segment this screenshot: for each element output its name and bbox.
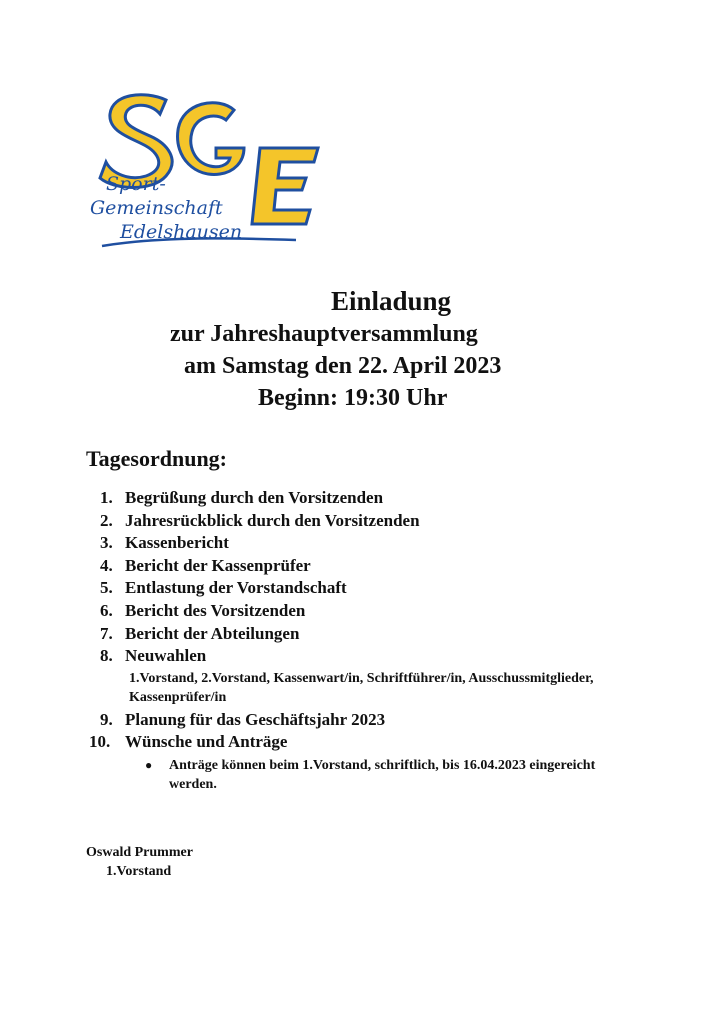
agenda-item-number: 5. xyxy=(100,578,113,598)
agenda-item-text: Planung für das Geschäftsjahr 2023 xyxy=(125,709,386,729)
agenda-item-number: 8. xyxy=(100,646,113,666)
bullet-icon: ● xyxy=(145,757,153,772)
invitation-title: Einladung xyxy=(330,286,452,316)
agenda-item-text: Entlastung der Vorstandschaft xyxy=(125,578,347,598)
agenda-item-number: 10. xyxy=(89,732,111,752)
logo-letter-e xyxy=(252,148,318,224)
meeting-name: zur Jahreshauptversammlung xyxy=(170,321,478,347)
agenda-item xyxy=(86,577,646,600)
meeting-start-time: Beginn: 19:30 Uhr xyxy=(258,385,448,411)
election-positions-note: 1.Vorstand, 2.Vorstand, Kassenwart/in, Schriftführer/in, Ausschussmitglieder, Kassenprüfer/in xyxy=(129,670,594,705)
agenda-item-text: Wünsche und Anträge xyxy=(125,732,288,752)
agenda-item-number: 6. xyxy=(100,600,113,620)
agenda-item xyxy=(86,510,646,533)
motions-deadline-note xyxy=(125,756,609,794)
agenda-item-text: Begrüßung durch den Vorsitzenden xyxy=(125,488,384,507)
logo-text-edelshausen: Edelshausen xyxy=(120,221,243,243)
agenda-item-number: 9. xyxy=(100,709,113,729)
logo-text-gemeinschaft: Gemeinschaft xyxy=(90,197,223,219)
agenda-item xyxy=(86,645,646,707)
agenda-item xyxy=(86,532,646,555)
agenda-item-number: 4. xyxy=(100,555,113,575)
agenda-item-text: Kassenbericht xyxy=(125,533,229,553)
logo-letter-g xyxy=(178,103,244,175)
meeting-date: am Samstag den 22. April 2023 xyxy=(184,353,502,379)
agenda-item-text: Bericht des Vorsitzenden xyxy=(125,600,306,620)
club-logo xyxy=(84,86,324,252)
agenda-item xyxy=(86,623,646,646)
agenda-list xyxy=(86,487,646,794)
agenda-item-number: 2. xyxy=(100,510,113,530)
agenda-item xyxy=(86,731,646,794)
agenda-item xyxy=(86,709,646,732)
agenda-item xyxy=(86,487,646,510)
agenda-item xyxy=(86,600,646,623)
agenda-item-text: Bericht der Abteilungen xyxy=(125,623,300,643)
agenda-item-text: Neuwahlen xyxy=(125,646,207,666)
agenda-heading: Tagesordnung: xyxy=(86,446,228,471)
agenda-item xyxy=(86,555,646,578)
signer-name: Oswald Prummer xyxy=(86,845,193,860)
signer-role: 1.Vorstand xyxy=(106,864,172,879)
motions-deadline-text: Anträge können beim 1.Vorstand, schriftlich, bis 16.04.2023 eingereicht werden. xyxy=(169,757,596,792)
logo-graphic xyxy=(84,86,324,252)
agenda-item-number: 7. xyxy=(100,623,113,643)
agenda-item-text: Jahresrückblick durch den Vorsitzenden xyxy=(125,510,420,530)
agenda-item-number: 3. xyxy=(100,533,113,553)
agenda-item-number: 1. xyxy=(100,488,113,507)
agenda-item-text: Bericht der Kassenprüfer xyxy=(125,555,311,575)
logo-text-sport: Sport- xyxy=(106,173,166,195)
